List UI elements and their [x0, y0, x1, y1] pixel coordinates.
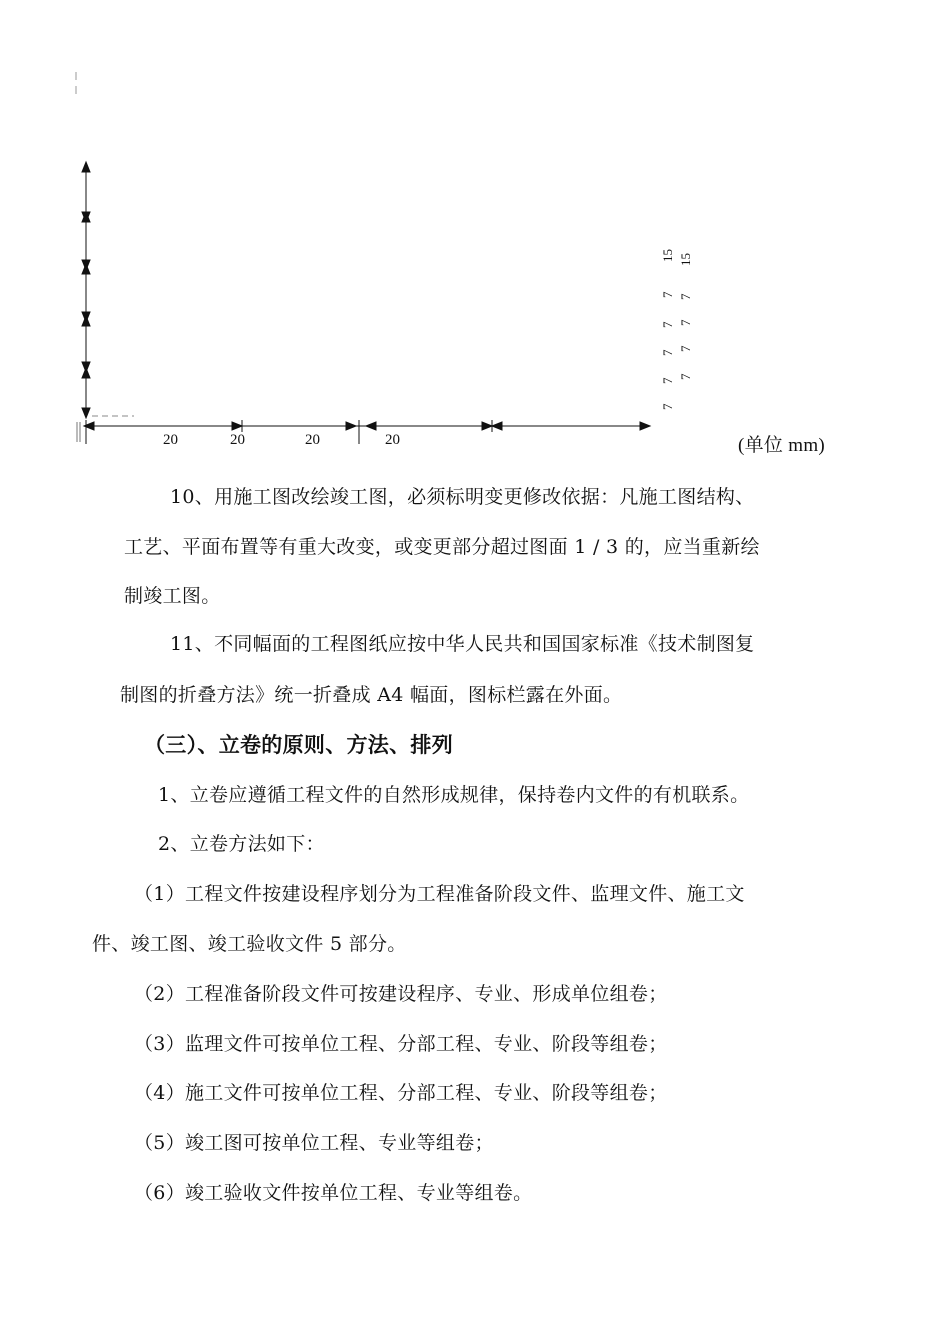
dim-label-right: 7 — [678, 345, 693, 352]
dim-label-right: 7 — [678, 319, 693, 326]
paragraph-10-line-3: 制竣工图。 — [124, 585, 221, 607]
vertical-dimension-line — [82, 162, 90, 418]
paragraph-11-line-1: 11、不同幅面的工程图纸应按中华人民共和国国家标准《技术制图复 — [170, 633, 755, 655]
dim-label-right: 15 — [660, 249, 675, 262]
dim-label-bottom: 20 — [305, 432, 320, 448]
section-heading: （三）、立卷的原则、方法、排列 — [144, 732, 453, 757]
dim-label-right: 7 — [678, 373, 693, 380]
dim-label-bottom: 20 — [230, 432, 245, 448]
paragraph-10-line-1: 10、用施工图改绘竣工图，必须标明变更修改依据：凡施工图结构、 — [170, 486, 755, 508]
paragraph-11-line-2: 制图的折叠方法》统一折叠成 A4 幅面，图标栏露在外面。 — [120, 684, 623, 706]
sub-item-2: （2）工程准备阶段文件可按建设程序、专业、形成单位组卷； — [134, 983, 668, 1005]
sub-item-1-line-2: 件、竣工图、竣工验收文件 5 部分。 — [92, 933, 407, 955]
sub-item-5: （5）竣工图可按单位工程、专业等组卷； — [134, 1132, 494, 1154]
folding-dimension-drawing — [0, 0, 950, 470]
dim-label-right: 15 — [678, 253, 693, 266]
unit-label: (单位 mm) — [738, 435, 826, 456]
paragraph-10-line-2: 工艺、平面布置等有重大改变，或变更部分超过图面 1 / 3 的，应当重新绘 — [124, 536, 760, 558]
dim-label-right: 7 — [660, 321, 675, 328]
dim-label-bottom: 20 — [385, 432, 400, 448]
sub-item-4: （4）施工文件可按单位工程、分部工程、专业、阶段等组卷； — [134, 1082, 668, 1104]
dim-label-right: 7 — [660, 291, 675, 298]
sub-item-3: （3）监理文件可按单位工程、分部工程、专业、阶段等组卷； — [134, 1033, 668, 1055]
dim-label-bottom: 20 — [163, 432, 178, 448]
dim-label-right: 7 — [660, 377, 675, 384]
item-2: 2、立卷方法如下： — [158, 833, 325, 855]
sub-item-6: （6）竣工验收文件按单位工程、专业等组卷。 — [134, 1182, 533, 1204]
dim-label-right: 7 — [660, 349, 675, 356]
sub-item-1-line-1: （1）工程文件按建设程序划分为工程准备阶段文件、监理文件、施工文 — [134, 883, 745, 905]
item-1: 1、立卷应遵循工程文件的自然形成规律，保持卷内文件的有机联系。 — [158, 784, 750, 806]
dim-label-right: 7 — [660, 403, 675, 410]
dim-label-right: 7 — [678, 293, 693, 300]
